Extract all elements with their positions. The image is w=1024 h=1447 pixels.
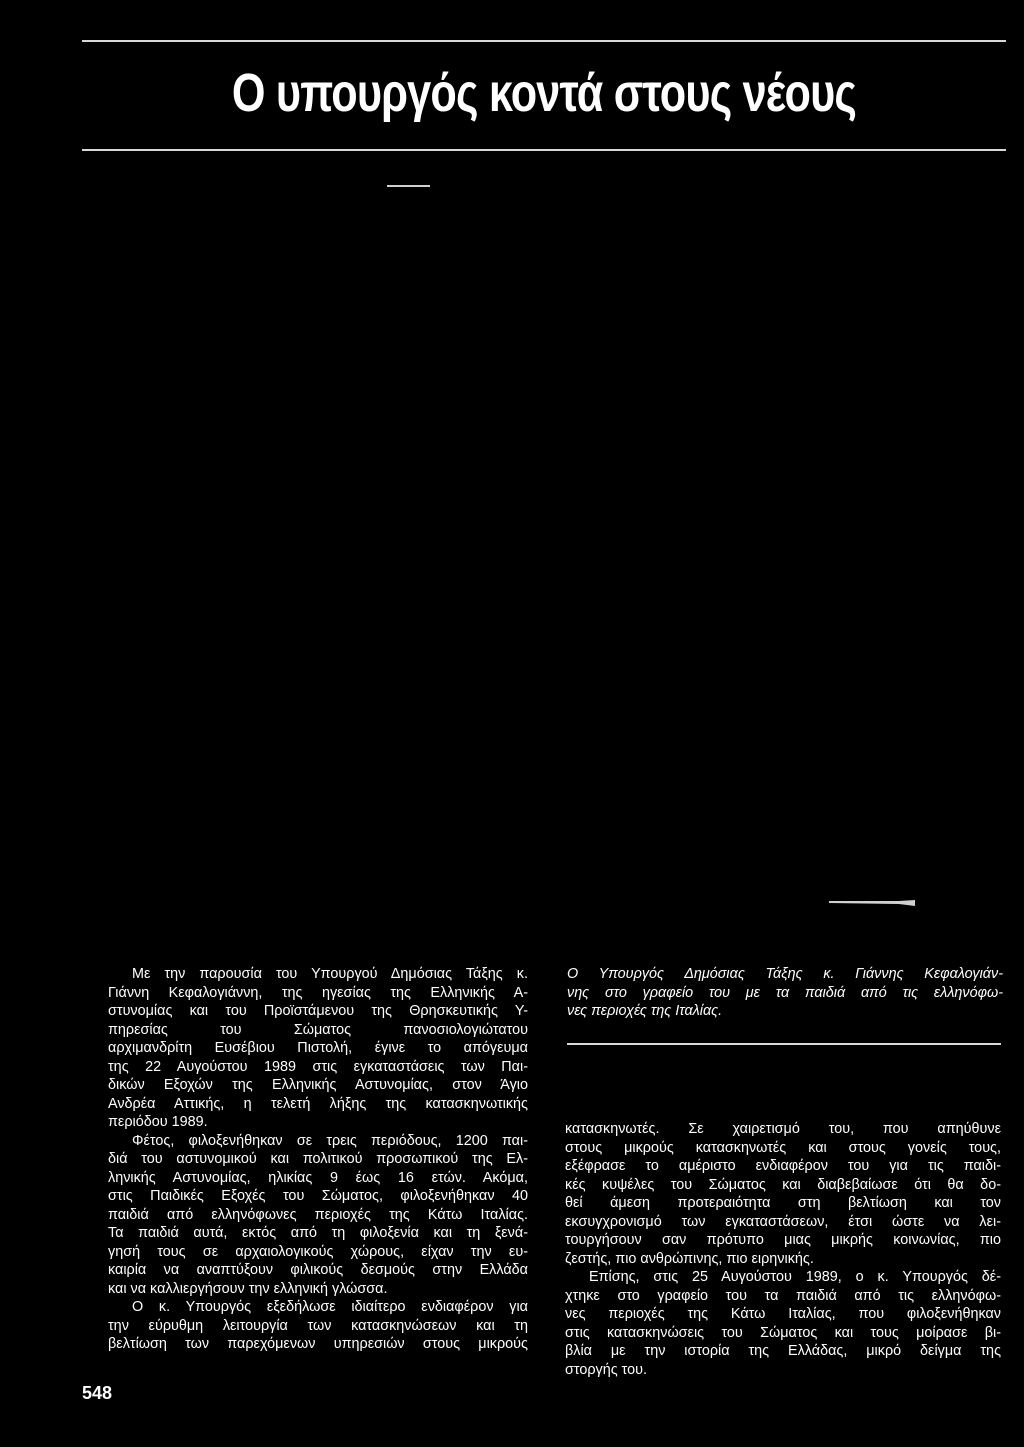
text-line: κατασκηνωτές. Σε χαιρετισμό του, που απηύθυνε — [565, 1121, 1001, 1137]
text-line: Ο κ. Υπουργός εξεδήλωσε ιδιαίτερο ενδιαφέρον για — [132, 1299, 528, 1315]
text-line: τουργήσουν σαν πρότυπο μιας μικρής κοινωνίας, πιο — [565, 1232, 1001, 1248]
text-line: εξέφρασε το αμέριστο ενδιαφέρον του για τις παιδι- — [565, 1158, 1001, 1174]
page-title: Ο υπουργός κοντά στους νέους — [231, 63, 857, 123]
text-line: της 22 Αυγούστου 1989 στις εγκαταστάσεις των Παι- — [108, 1058, 528, 1075]
text-line: γησή τους σε αρχαιολογικούς χώρους, είχαν την ευ- — [108, 1243, 528, 1260]
text-line: διά του αστυνομικού και πολιτικού προσωπικού της Ελ- — [108, 1151, 528, 1167]
text-line: παιδιά από ελληνόφωνες περιοχές της Κάτω Ιταλίας. — [108, 1206, 528, 1223]
short-rule — [387, 185, 430, 187]
text-line: στυνομίας και του Προϊστάμενου της Θρησκευτικής Υ- — [108, 1003, 528, 1019]
text-line: στοργής του. — [565, 1361, 648, 1378]
text-line: την εύρυθμη λειτουργία των κατασκηνώσεων και τη — [108, 1317, 528, 1334]
text-line: καιρία να αναπτύξουν φιλικούς δεσμούς στην Ελλάδα — [108, 1262, 528, 1278]
text-line: Ανδρέα Αττικής, η τελετή λήξης της κατασκηνωτικής — [108, 1095, 528, 1112]
photo-edge-mark — [829, 900, 915, 906]
text-line: Γιάννη Κεφαλογιάννη, της ηγεσίας της Ελληνικής Α- — [108, 984, 528, 1001]
text-line: δικών Εξοχών της Ελληνικής Αστυνομίας, στον Άγιο — [108, 1077, 528, 1093]
article-right-column — [565, 1120, 1001, 1379]
article-left-column — [108, 965, 528, 1354]
caption-line: Ο Υπουργός Δημόσιας Τάξης κ. Γιάννης Κεφαλογιάν- — [567, 966, 1003, 982]
text-line: χτηκε στο γραφείο του τα παιδιά από τις ελληνόφω- — [565, 1287, 1001, 1304]
caption-line: νες περιοχές της Ιταλίας. — [567, 1003, 723, 1019]
caption-line: νης στο γραφείο του με τα παιδιά από τις ελληνόφω- — [567, 984, 1003, 1001]
text-line: Τα παιδιά αυτά, εκτός από τη φιλοξενία και τη ξενά- — [108, 1225, 528, 1241]
text-line: ζεστής, πιο ανθρώπινης, πιο ειρηνικής. — [565, 1250, 814, 1267]
text-line: θεί άμεση προτεραιότητα στη βελτίωση και τον — [565, 1195, 1001, 1211]
text-line: Φέτος, φιλοξενήθηκαν σε τρεις περιόδους, 1200 παι- — [132, 1132, 528, 1149]
page-number: 548 — [82, 1383, 113, 1403]
text-line: ληνικής Αστυνομίας, ηλικίας 9 έως 16 ετών. Ακόμα, — [108, 1169, 528, 1186]
title-underline-rule — [82, 149, 1006, 151]
text-line: πηρεσίας του Σώματος πανοσιολογιώτατου — [108, 1021, 528, 1038]
text-line: στις κατασκηνώσεις του Σώματος και τους μοίρασε βι- — [565, 1324, 1001, 1341]
text-line: στους μικρούς κατασκηνωτές και στους γονείς τους, — [565, 1139, 1001, 1156]
text-line: κές κυψέλες του Σώματος και διαβεβαίωσε ότι θα δο- — [565, 1176, 1001, 1193]
photo-caption — [567, 965, 1003, 1021]
top-rule — [82, 40, 1006, 42]
text-line: εκσυγχρονισμό των εγκαταστάσεων, έτσι ώστε να λει- — [565, 1213, 1001, 1230]
text-line: Επίσης, στις 25 Αυγούστου 1989, ο κ. Υπουργός δέ- — [589, 1269, 1001, 1285]
text-line: νες περιοχές της Κάτω Ιταλίας, που φιλοξενήθηκαν — [565, 1306, 1001, 1322]
text-line: και να καλλιεργήσουν την ελληνική γλώσσα. — [108, 1280, 388, 1297]
text-line: Με την παρουσία του Υπουργού Δημόσιας Τάξης κ. — [132, 966, 528, 982]
photo — [82, 190, 1006, 950]
text-line: αρχιμανδρίτη Ευσέβιου Πιστολή, έγινε το απόγευμα — [108, 1040, 528, 1056]
caption-rule — [567, 1043, 1001, 1045]
text-line: βελτίωση των παρεχόμενων υπηρεσιών στους μικρούς — [108, 1336, 528, 1352]
text-line: περιόδου 1989. — [108, 1114, 208, 1130]
text-line: στις Παιδικές Εξοχές του Σώματος, φιλοξενήθηκαν 40 — [108, 1188, 528, 1204]
text-line: βλία με την ιστορία της Ελλάδας, μικρό δείγμα της — [565, 1343, 1001, 1359]
